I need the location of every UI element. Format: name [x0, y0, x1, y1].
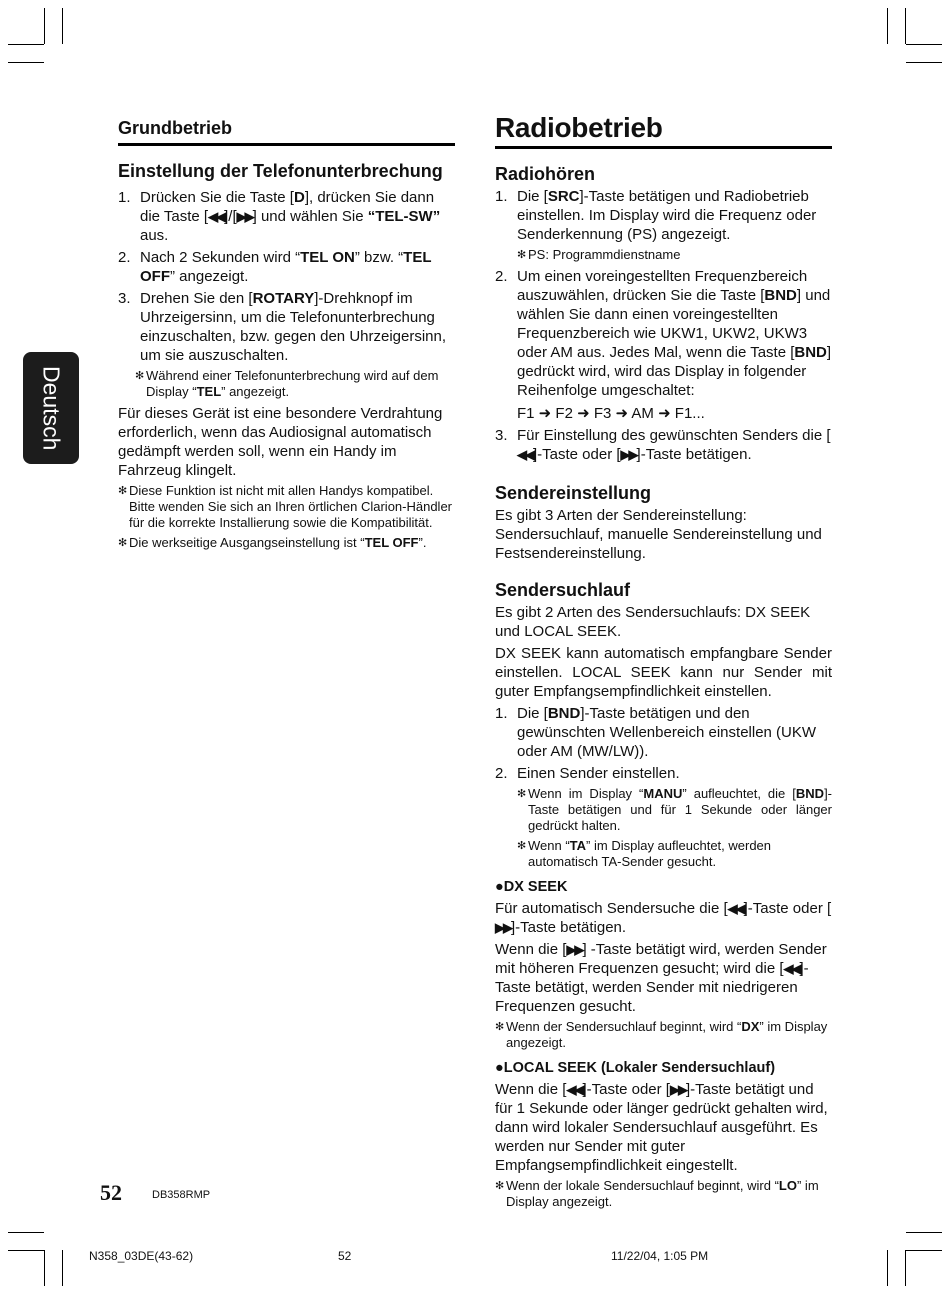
paragraph: Für dieses Gerät ist eine besondere Verdrahtung erforderlich, wenn das Audiosignal automatisch gedämpft werden soll, wenn ein Handy im Fahrzeug klingelt.	[118, 405, 443, 479]
crop-mark	[887, 8, 888, 44]
crop-mark	[44, 1250, 45, 1286]
section-title: Grundbetrieb	[118, 118, 455, 146]
note	[495, 1019, 832, 1051]
heading-tel-interrupt: Einstellung der Telefonunterbrechung	[118, 161, 443, 181]
list-item	[118, 188, 455, 245]
crop-mark	[905, 8, 906, 44]
crop-mark	[62, 8, 63, 44]
step-number: 1.	[495, 705, 508, 722]
paragraph: Es gibt 3 Arten der Sendereinstellung: Sendersuchlauf, manuelle Sendereinstellung und Festsendereinstellung.	[495, 507, 822, 562]
list-item	[495, 764, 832, 783]
paragraph: Wenn die [▶▶] -Taste betätigt wird, werden Sender mit höheren Frequenzen gesucht; wird die [◀◀]-Taste betätigt, werden Sender mit niedrigeren Frequenzen gesucht.	[495, 941, 827, 1015]
asterisk-icon: ✻	[118, 537, 128, 549]
asterisk-icon: ✻	[135, 370, 145, 382]
note	[517, 838, 832, 870]
note-text: Wenn der Sendersuchlauf beginnt, wird “DX” im Display angezeigt.	[506, 1019, 828, 1050]
asterisk-icon: ✻	[118, 485, 128, 497]
heading-radio: Radiohören	[495, 164, 596, 184]
language-tab-label: Deutsch	[38, 365, 65, 451]
crop-mark	[8, 62, 44, 63]
footer-file: N358_03DE(43-62)	[89, 1249, 194, 1263]
note-text: Wenn “TA” im Display aufleuchtet, werden automatisch TA-Sender gesucht.	[528, 838, 772, 869]
note	[118, 483, 455, 531]
heading-local-seek: ●LOCAL SEEK (Lokaler Sendersuchlauf)	[495, 1060, 776, 1076]
note-text: Wenn der lokale Sendersuchlauf beginnt, wird “LO” im Display angezeigt.	[506, 1178, 819, 1209]
list-item	[118, 289, 455, 365]
note-text: Während einer Telefonunterbrechung wird auf dem Display “TEL” angezeigt.	[146, 368, 439, 399]
crop-mark	[905, 1250, 906, 1286]
heading-sendersuchlauf: Sendersuchlauf	[495, 580, 631, 600]
crop-mark	[8, 1250, 44, 1251]
step-text: Drücken Sie die Taste [D], drücken Sie dann die Taste [◀◀]/[▶▶] und wählen Sie “TEL-SW” aus.	[140, 189, 441, 244]
seek-forward-icon: ▶▶	[669, 1082, 686, 1097]
crop-mark	[62, 1250, 63, 1286]
step-number: 3.	[495, 427, 508, 444]
paragraph: Für automatisch Sendersuche die [◀◀]-Taste oder [▶▶]-Taste betätigen.	[495, 900, 832, 936]
seek-back-icon: ◀◀	[208, 209, 225, 224]
note	[135, 368, 455, 400]
step-number: 1.	[495, 188, 508, 205]
note	[118, 535, 455, 551]
note-text: Wenn im Display “MANU” aufleuchtet, die [BND]-Taste betätigen und für 1 Sekunde oder länger gedrückt halten.	[528, 786, 833, 833]
crop-mark	[8, 1232, 44, 1233]
step-number: 2.	[118, 249, 131, 266]
asterisk-icon: ✻	[495, 1021, 505, 1033]
note	[495, 1178, 832, 1210]
step-text: Drehen Sie den [ROTARY]-Drehknopf im Uhrzeigersinn, um die Telefonunterbrechung einzuschalten, bzw. gegen den Uhrzeigersinn, um sie auszuschalten.	[140, 290, 447, 364]
step-text: Die [SRC]-Taste betätigen und Radiobetrieb einstellen. Im Display wird die Frequenz oder Senderkennung (PS) angezeigt.	[517, 188, 817, 243]
crop-mark	[44, 8, 45, 44]
band-sequence: F1 ➜ F2 ➜ F3 ➜ AM ➜ F1...	[517, 405, 705, 422]
step-number: 2.	[495, 268, 508, 285]
seek-back-icon: ◀◀	[727, 901, 744, 916]
seek-back-icon: ◀◀	[783, 961, 800, 976]
crop-mark	[906, 1232, 942, 1233]
note-text: Die werkseitige Ausgangseinstellung ist “TEL OFF”.	[129, 535, 427, 550]
note-text: PS: Programmdienstname	[528, 247, 681, 262]
step-text: Nach 2 Sekunden wird “TEL ON” bzw. “TEL OFF” angezeigt.	[140, 249, 432, 285]
seek-forward-icon: ▶▶	[566, 942, 583, 957]
seek-forward-icon: ▶▶	[620, 447, 637, 462]
list-item	[495, 704, 832, 761]
crop-mark	[887, 1250, 888, 1286]
step-text: Für Einstellung des gewünschten Senders die [◀◀]-Taste oder [▶▶]-Taste betätigen.	[517, 427, 831, 463]
seek-back-icon: ◀◀	[517, 447, 533, 462]
step-number: 1.	[118, 189, 131, 206]
paragraph: DX SEEK kann automatisch empfangbare Sender einstellen. LOCAL SEEK kann nur Sender mit guter Empfangsempfindlichkeit einstellen.	[495, 645, 832, 700]
asterisk-icon: ✻	[517, 788, 527, 800]
crop-mark	[8, 44, 44, 45]
paragraph: Es gibt 2 Arten des Sendersuchlaufs: DX SEEK und LOCAL SEEK.	[495, 604, 811, 640]
footer-date: 11/22/04, 1:05 PM	[611, 1249, 709, 1263]
list-item	[118, 248, 455, 286]
list-item	[495, 267, 832, 400]
heading-sendereinstellung: Sendereinstellung	[495, 483, 652, 503]
step-text: Um einen voreingestellten Frequenzbereich auszuwählen, drücken Sie die Taste [BND] und wählen Sie dann einen voreingestellten Frequenzbereich wie UKW1, UKW2, UKW3 oder AM aus. Jedes Mal, wenn die Taste [BND] gedrückt wird, wird das Display in folgender Reihenfolge umgeschaltet:	[517, 268, 832, 399]
asterisk-icon: ✻	[495, 1180, 505, 1192]
list-item	[495, 187, 832, 244]
note	[517, 247, 832, 263]
seek-forward-icon: ▶▶	[495, 920, 511, 935]
asterisk-icon: ✻	[517, 249, 527, 261]
footer-page: 52	[338, 1249, 352, 1263]
crop-mark	[906, 1250, 942, 1251]
asterisk-icon: ✻	[517, 840, 527, 852]
step-number: 2.	[495, 765, 508, 782]
list-item	[495, 426, 832, 464]
crop-mark	[906, 62, 942, 63]
right-column	[495, 112, 832, 1214]
crop-mark	[906, 44, 942, 45]
note-text: Diese Funktion ist nicht mit allen Handys kompatibel. Bitte wenden Sie sich an Ihren örtlichen Clarion-Händler für die korrekte Installierung sowie die Kompatibilität.	[129, 483, 453, 530]
note	[517, 786, 832, 834]
model-code: DB358RMP	[152, 1189, 211, 1201]
seek-forward-icon: ▶▶	[236, 209, 253, 224]
step-text: Die [BND]-Taste betätigen und den gewünschten Wellenbereich einstellen (UKW oder AM (MW/LW)).	[517, 705, 817, 760]
heading-dx-seek: ●DX SEEK	[495, 879, 568, 895]
page-title: Radiobetrieb	[495, 112, 832, 149]
page-number: 52	[100, 1180, 122, 1205]
seek-back-icon: ◀◀	[566, 1082, 583, 1097]
language-tab	[23, 352, 79, 464]
step-number: 3.	[118, 290, 131, 307]
left-column	[118, 118, 455, 555]
step-text: Einen Sender einstellen.	[517, 765, 680, 782]
paragraph: Wenn die [◀◀]-Taste oder [▶▶]-Taste betätigt und für 1 Sekunde oder länger gedrückt gehalten wird, dann wird lokaler Sendersuchlauf ausgeführt. Es werden nur Sender mit guter Empfangsempfindlichkeit eingestellt.	[495, 1081, 828, 1174]
